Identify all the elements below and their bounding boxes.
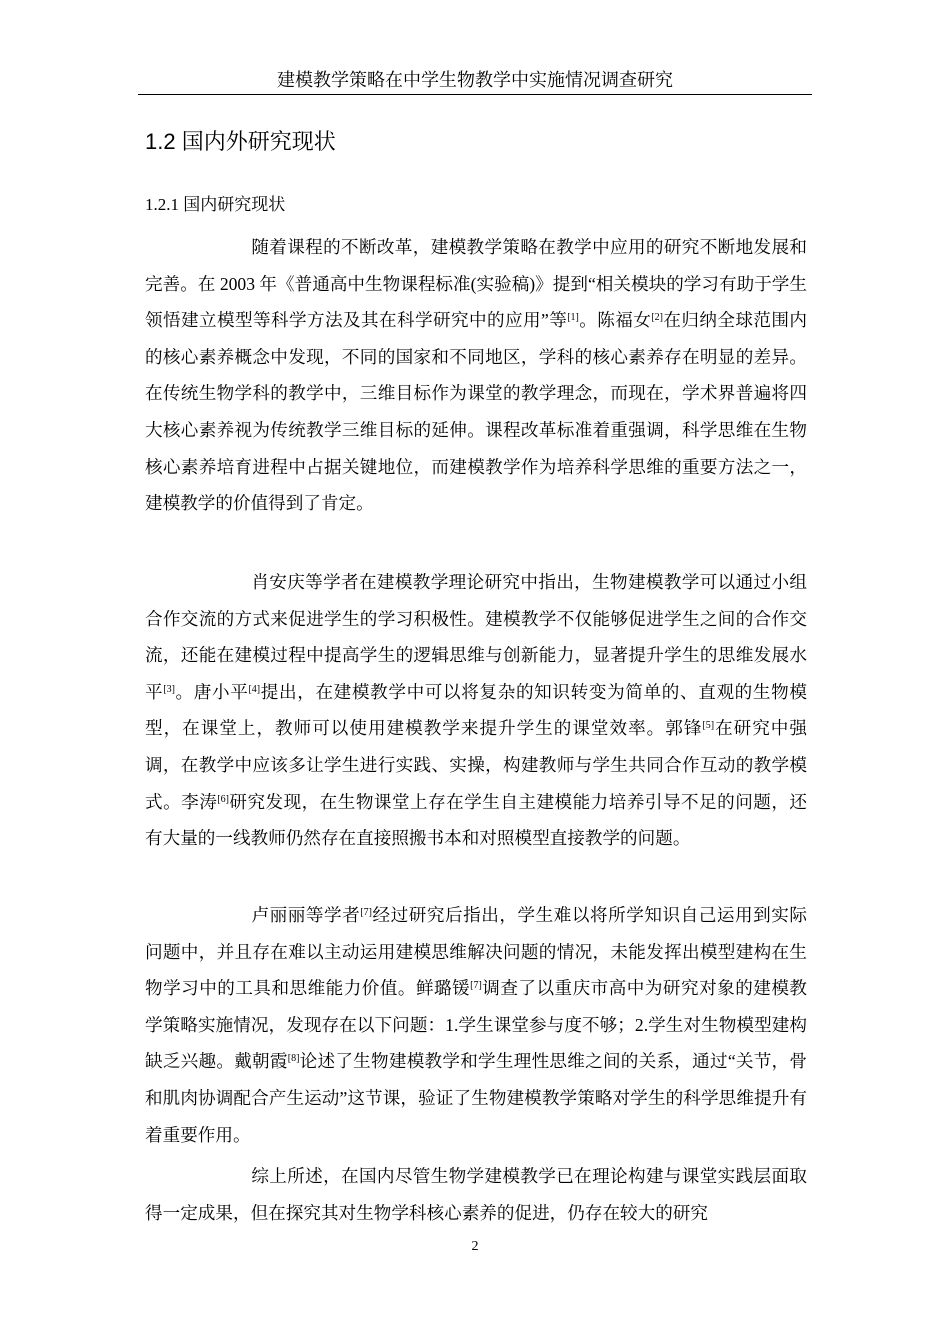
paragraph-text: 在研究中强调，在教学中应该多让学生进行实践、实操，构建教师与学生共同合作互动的教学模式。李涛 xyxy=(145,718,807,812)
body-paragraph xyxy=(145,897,807,1153)
paragraph-text: 卢丽丽等学者 xyxy=(251,905,361,925)
paragraph-text: 在归纳全球范围内的核心素养概念中发现，不同的国家和不同地区，学科的核心素养存在明显的差异。在传统生物学科的教学中，三维目标作为课堂的教学理念，而现在，学术界普遍将四大核心素养视为传统教学三维目标的延伸。课程改革标准着重强调，科学思维在生物核心素养培育进程中占据关键地位，而建模教学作为培养科学思维的重要方法之一，建模教学的价值得到了肯定。 xyxy=(145,310,807,514)
citation-ref: [6] xyxy=(217,793,229,805)
paragraph-text: 论述了生物建模教学和学生理性思维之间的关系，通过“关节，骨和肌肉协调配合产生运动”这节课，验证了生物建模教学策略对学生的科学思维提升有着重要作用。 xyxy=(145,1051,807,1145)
paragraph-text: 随着课程的不断改革，建模教学策略在教学中应用的研究不断地发展和完善。在 2003 年《普通高中生物课程标准(实验稿)》提到“相关模块的学习有助于学生 领悟建立模型等科学方法及其在科学研究中的应用”等 xyxy=(145,237,807,331)
citation-ref: [2] xyxy=(651,312,663,324)
paragraph-text: 提出，在建模教学中可以将复杂的知识转变为简单的、直观的生物模型，在课堂上，教师可以使用建模教学来提升学生的课堂效率。郭锋 xyxy=(145,681,807,739)
paragraph-text: 研究发现，在生物课堂上存在学生自主建模能力培养引导不足的问题，还有大量的一线教师仍然存在直接照搬书本和对照模型直接教学的问题。 xyxy=(145,791,807,849)
citation-ref: [4] xyxy=(248,683,261,695)
paragraph-text: 肖安庆等学者在建模教学理论研究中指出，生物建模教学可以通过小组合作交流的方式来促进学生的学习积极性。建模教学不仅能够促进学生之间的合作交流，还能在建模过程中提高学生的逻辑思维与创新能力，显著提升学生的思维发展水平 xyxy=(145,572,807,702)
citation-ref: [3] xyxy=(163,683,175,695)
subsection-heading: 1.2.1 国内研究现状 xyxy=(145,195,286,214)
paragraph-text: 。唐小平 xyxy=(174,681,249,702)
paragraph-text: 经过研究后指出，学生难以将所学知识自己运用到实际问题中，并且存在难以主动运用建模思维解决问题的情况，未能发挥出模型建构在生物学习中的工具和思维能力价值。鲜璐锾 xyxy=(145,905,807,999)
paragraph-text: 。陈福女 xyxy=(578,310,652,331)
section-heading: 1.2 国内外研究现状 xyxy=(145,129,336,154)
running-header: 建模教学策略在中学生物教学中实施情况调查研究 xyxy=(277,70,673,90)
body-paragraph xyxy=(145,1158,807,1231)
body-paragraph xyxy=(145,229,807,522)
paragraph-text: 综上所述，在国内尽管生物学建模教学已在理论构建与课堂实践层面取得一定成果，但在探究其对生物学科核心素养的促进，仍存在较大的研究 xyxy=(145,1166,807,1223)
citation-ref: [5] xyxy=(702,720,715,732)
page-number: 2 xyxy=(471,1239,479,1254)
header-rule xyxy=(138,94,812,95)
citation-ref: [8] xyxy=(287,1053,300,1065)
citation-ref: [7] xyxy=(360,907,372,918)
paragraph-text: 调查了以重庆市高中为研究对象的建模教学策略实施情况，发现存在以下问题：1.学生课堂参与度不够；2.学生对生物模型建构缺乏兴趣。戴朝霞 xyxy=(145,978,807,1072)
body-paragraph xyxy=(145,564,807,857)
citation-ref: [7] xyxy=(470,980,482,992)
citation-ref: [1] xyxy=(567,312,579,324)
